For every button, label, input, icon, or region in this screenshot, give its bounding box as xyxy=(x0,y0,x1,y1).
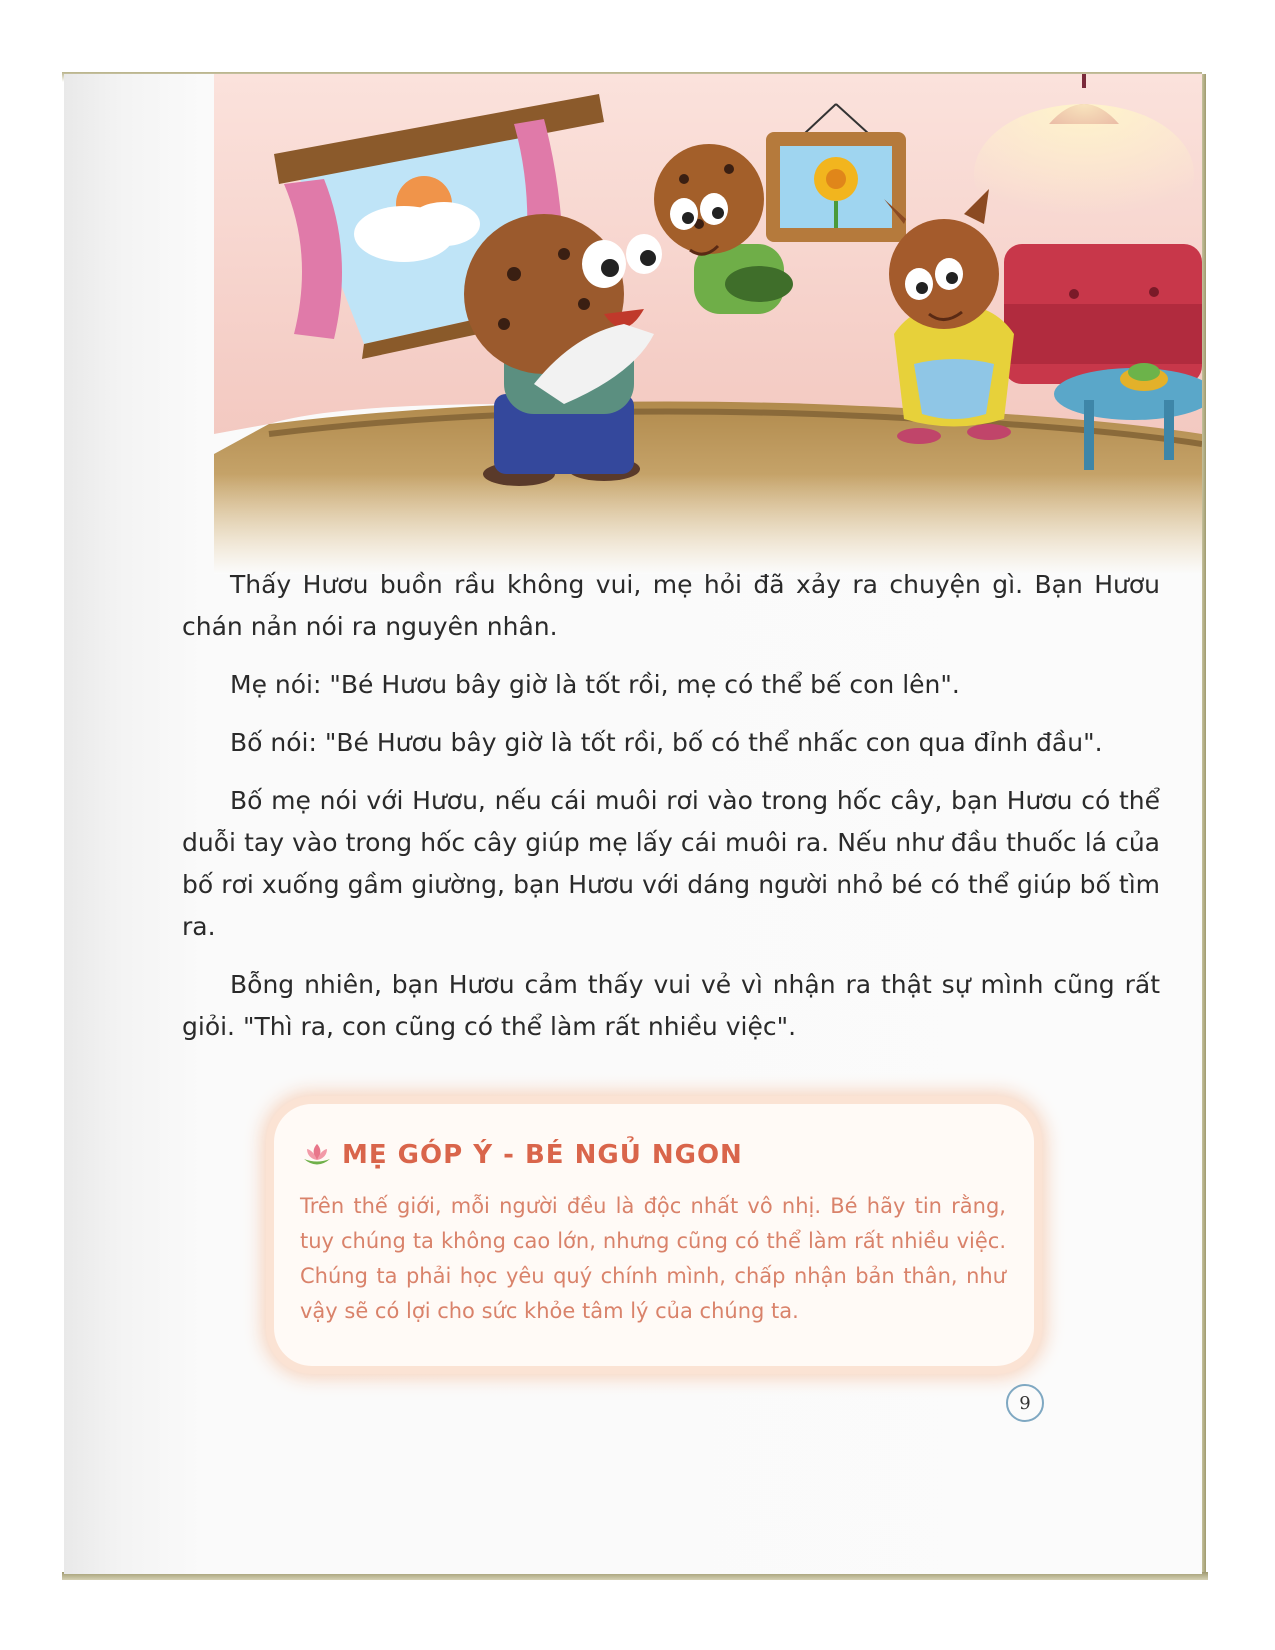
book-page xyxy=(64,74,1202,1574)
tip-body: Trên thế giới, mỗi người đều là độc nhất vô nhị. Bé hãy tin rằng, tuy chúng ta không cao lớn, nhưng cũng có thể làm rất nhiều việc. Chúng ta phải học yêu quý chính mình, chấp nhận bản thân, như vậy sẽ có lợi cho sức khỏe tâm lý của chúng ta. xyxy=(300,1194,1006,1323)
story-paragraph: Bố mẹ nói với Hươu, nếu cái muôi rơi vào trong hốc cây, bạn Hươu có thể duỗi tay vào trong hốc cây giúp mẹ lấy cái muôi ra. Nếu như đầu thuốc lá của bố rơi xuống gầm giường, bạn Hươu với dáng người nhỏ bé có thể giúp bố tìm ra. xyxy=(182,786,1160,941)
story-paragraph: Mẹ nói: "Bé Hươu bây giờ là tốt rồi, mẹ có thể bế con lên". xyxy=(230,670,960,699)
story-paragraph: Bố nói: "Bé Hươu bây giờ là tốt rồi, bố có thể nhấc con qua đỉnh đầu". xyxy=(230,728,1103,757)
lotus-icon xyxy=(302,1142,332,1168)
tip-heading xyxy=(302,1140,743,1170)
story-illustration xyxy=(214,74,1202,574)
story-paragraph: Thấy Hươu buồn rầu không vui, mẹ hỏi đã xảy ra chuyện gì. Bạn Hươu chán nản nói ra nguyên nhân. xyxy=(182,570,1160,641)
tip-title: MẸ GÓP Ý - BÉ NGỦ NGON xyxy=(342,1140,743,1170)
story-paragraph: Bỗng nhiên, bạn Hươu cảm thấy vui vẻ vì nhận ra thật sự mình cũng rất giỏi. "Thì ra, con cũng có thể làm rất nhiều việc". xyxy=(182,970,1160,1041)
tip-box xyxy=(274,1104,1034,1366)
story-text xyxy=(182,564,1160,1064)
page-number: 9 xyxy=(1006,1384,1044,1422)
